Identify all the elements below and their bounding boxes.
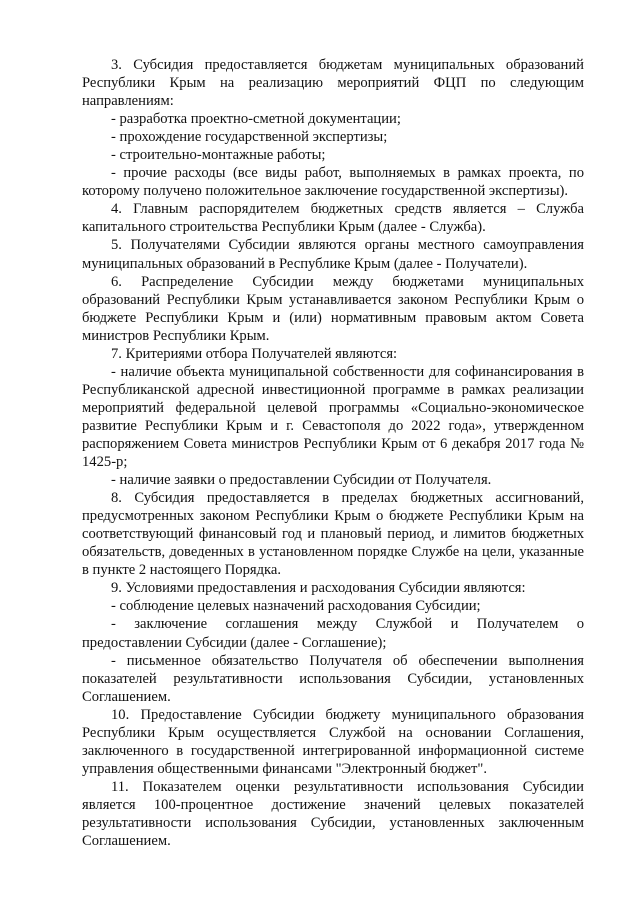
paragraph-item-3: 3. Субсидия предоставляется бюджетам муниципальных образований Республики Крым на реализацию мероприятий ФЦП по следующим направлениям: — [82, 57, 584, 110]
paragraph-item-7: 7. Критериями отбора Получателей являются: — [111, 345, 398, 362]
paragraph-item-8: 8. Субсидия предоставляется в пределах бюджетных ассигнований, предусмотренных законом Республики Крым о бюджете Республики Крым на соответствующий финансовый год и плановый период, и лимитов бюджетных обязательств, доведенных в установленном порядке Службе на цели, указанные в пункте 2 настоящего Порядка. — [82, 490, 584, 579]
paragraph-list-item: - соблюдение целевых назначений расходования Субсидии; — [111, 598, 481, 615]
paragraph-list-item: - прохождение государственной экспертизы; — [111, 129, 388, 146]
paragraph-item-4: 4. Главным распорядителем бюджетных средств является – Служба капитального строительства Республики Крым (далее - Служба). — [82, 201, 584, 236]
paragraph-list-item: - строительно-монтажные работы; — [111, 147, 326, 164]
document-body — [82, 56, 584, 850]
paragraph-list-item: - письменное обязательство Получателя об обеспечении выполнения показателей результативности использования Субсидии, установленных Соглашением. — [82, 652, 584, 705]
paragraph-list-item: - заключение соглашения между Службой и Получателем о предоставлении Субсидии (далее - Соглашение); — [82, 616, 584, 651]
paragraph-list-item: - наличие заявки о предоставлении Субсидии от Получателя. — [111, 472, 492, 489]
paragraph-list-item: - прочие расходы (все виды работ, выполняемых в рамках проекта, по которому получено положительное заключение государственной экспертизы). — [82, 165, 584, 200]
paragraph-item-6: 6. Распределение Субсидии между бюджетами муниципальных образований Республики Крым устанавливается законом Республики Крым о бюджете Республики Крым и (или) нормативным правовым актом Совета министров Республики Крым. — [82, 273, 584, 344]
paragraph-item-9: 9. Условиями предоставления и расходования Субсидии являются: — [111, 580, 526, 597]
paragraph-item-11: 11. Показателем оценки результативности использования Субсидии является 100-процентное достижение значений целевых показателей результативности использования Субсидии, установленных заключенным Соглашением. — [82, 778, 584, 850]
paragraph-item-5: 5. Получателями Субсидии являются органы местного самоуправления муниципальных образований в Республике Крым (далее - Получатели). — [82, 237, 584, 272]
paragraph-list-item: - разработка проектно-сметной документации; — [111, 111, 401, 128]
paragraph-item-10: 10. Предоставление Субсидии бюджету муниципального образования Республики Крым осуществляется Службой на основании Соглашения, заключенного в государственной интегрированной информационной системе управления общественными финансами "Электронный бюджет". — [82, 706, 584, 777]
paragraph-list-item: - наличие объекта муниципальной собственности для софинансирования в Республиканской адресной инвестиционной программе в рамках реализации мероприятий федеральной целевой программы «Социально-экономическое развитие Республики Крым и г. Севастополя до 2022 года», утвержденном распоряжением Совета министров Республики Крым от 6 декабря 2017 года № 1425-р; — [82, 363, 584, 471]
